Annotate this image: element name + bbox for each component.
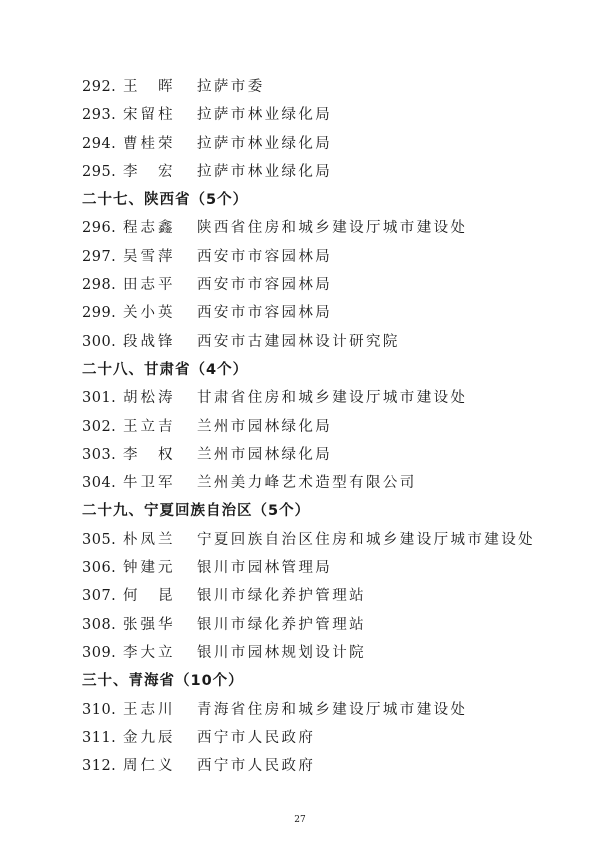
entry-number: 311. xyxy=(82,729,117,746)
organization: 拉萨市林业绿化局 xyxy=(197,107,333,124)
section-heading: 二十九、宁夏回族自治区（5个） xyxy=(82,503,311,520)
entry-number: 310. xyxy=(82,701,117,718)
entry-number: 301. xyxy=(82,390,117,407)
list-item xyxy=(82,384,582,412)
entry-number: 296. xyxy=(82,220,117,237)
entry-number: 295. xyxy=(82,163,117,180)
organization: 西安市古建园林设计研究院 xyxy=(197,333,400,350)
organization: 兰州市园林绿化局 xyxy=(197,446,333,463)
organization: 拉萨市林业绿化局 xyxy=(197,163,333,180)
person-name: 关小英 xyxy=(123,305,176,322)
person-name: 程志鑫 xyxy=(123,220,176,237)
organization: 拉萨市林业绿化局 xyxy=(197,135,333,152)
person-name: 钟建元 xyxy=(123,560,176,577)
list-item xyxy=(82,752,582,780)
person-name: 牛卫军 xyxy=(123,475,176,492)
organization: 银川市园林规划设计院 xyxy=(197,644,366,661)
entry-number: 294. xyxy=(82,135,117,152)
section-heading: 二十七、陕西省（5个） xyxy=(82,192,249,209)
person-name: 何 昆 xyxy=(123,588,176,605)
page-number: 27 xyxy=(294,815,306,825)
list-item xyxy=(82,328,582,356)
list-item xyxy=(82,299,582,327)
person-name: 张强华 xyxy=(123,616,176,633)
organization: 西宁市人民政府 xyxy=(197,758,316,775)
entry-number: 303. xyxy=(82,446,117,463)
organization: 银川市绿化养护管理站 xyxy=(197,616,366,633)
person-name: 田志平 xyxy=(123,277,176,294)
entry-number: 299. xyxy=(82,305,117,322)
list-item xyxy=(82,271,582,299)
person-name: 金九辰 xyxy=(123,729,176,746)
person-name: 王志川 xyxy=(123,701,176,718)
person-name: 曹桂荣 xyxy=(123,135,176,152)
section-heading: 三十、青海省（10个） xyxy=(82,673,244,690)
entry-number: 300. xyxy=(82,333,117,350)
person-name: 王 晖 xyxy=(123,79,176,95)
organization: 陕西省住房和城乡建设厅城市建设处 xyxy=(197,220,468,237)
organization: 西安市市容园林局 xyxy=(197,277,333,294)
list-item xyxy=(82,101,582,129)
list-item xyxy=(82,724,582,752)
list-item xyxy=(82,582,582,610)
organization: 银川市绿化养护管理站 xyxy=(197,588,366,605)
award-list xyxy=(82,73,582,780)
entry-number: 297. xyxy=(82,248,117,265)
list-item xyxy=(82,214,582,242)
list-item xyxy=(82,696,582,724)
list-item xyxy=(82,413,582,441)
organization: 兰州市园林绿化局 xyxy=(197,418,333,435)
entry-number: 302. xyxy=(82,418,117,435)
list-item xyxy=(82,639,582,667)
entry-number: 304. xyxy=(82,475,117,492)
entry-number: 308. xyxy=(82,616,117,633)
section-heading: 二十八、甘肃省（4个） xyxy=(82,361,249,378)
list-item xyxy=(82,469,582,497)
person-name: 段战锋 xyxy=(123,333,176,350)
person-name: 胡松涛 xyxy=(123,390,176,407)
entry-number: 312. xyxy=(82,758,117,775)
entry-number: 309. xyxy=(82,644,117,661)
organization: 兰州美力峰艺术造型有限公司 xyxy=(197,475,417,492)
person-name: 李 宏 xyxy=(123,163,176,180)
organization: 拉萨市委 xyxy=(197,79,265,95)
entry-number: 292. xyxy=(82,79,117,95)
entry-number: 298. xyxy=(82,277,117,294)
person-name: 王立吉 xyxy=(123,418,176,435)
list-item xyxy=(82,130,582,158)
person-name: 周仁义 xyxy=(123,758,176,775)
organization: 西宁市人民政府 xyxy=(197,729,316,746)
entry-number: 306. xyxy=(82,560,117,577)
person-name: 朴凤兰 xyxy=(123,531,176,548)
entry-number: 307. xyxy=(82,588,117,605)
list-item xyxy=(82,526,582,554)
list-item xyxy=(82,441,582,469)
person-name: 李 权 xyxy=(123,446,176,463)
organization: 甘肃省住房和城乡建设厅城市建设处 xyxy=(197,390,468,407)
person-name: 李大立 xyxy=(123,644,176,661)
list-item xyxy=(82,554,582,582)
list-item xyxy=(82,73,582,101)
person-name: 吴雪萍 xyxy=(123,248,176,265)
organization: 西安市市容园林局 xyxy=(197,248,333,265)
organization: 青海省住房和城乡建设厅城市建设处 xyxy=(197,701,468,718)
list-item xyxy=(82,611,582,639)
entry-number: 305. xyxy=(82,531,117,548)
organization: 宁夏回族自治区住房和城乡建设厅城市建设处 xyxy=(197,531,535,548)
organization: 银川市园林管理局 xyxy=(197,560,333,577)
list-item xyxy=(82,158,582,186)
entry-number: 293. xyxy=(82,107,117,124)
list-item xyxy=(82,243,582,271)
person-name: 宋留柱 xyxy=(123,107,176,124)
organization: 西安市市容园林局 xyxy=(197,305,333,322)
